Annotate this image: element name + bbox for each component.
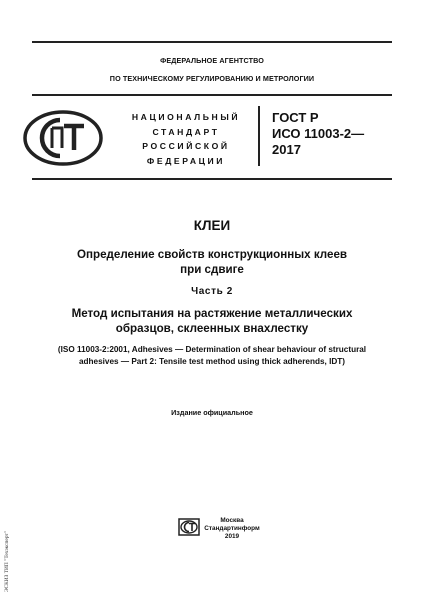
top-rule [32,41,392,43]
part-label: Часть 2 [191,286,233,297]
agency-line-2: ПО ТЕХНИЧЕСКОМУ РЕГУЛИРОВАНИЮ И МЕТРОЛОГИИ [109,74,315,83]
edition-label: Издание официальное [171,408,253,417]
method-title [0,306,424,336]
designation-line: ИСО 11003-2— [272,126,365,141]
method-line: образцов, склеенных внахлестку [115,322,309,335]
header-rule [32,94,392,96]
publisher-block [202,517,262,541]
side-note: ЭСКИЗ ТИП "Техэксперт" [4,531,10,592]
method-line: Метод испытания на растяжение металлических [71,307,353,320]
english-line: (ISO 11003-2:2001, Adhesives — Determination of shear behaviour of structural [57,345,367,354]
publisher-city: Москва [220,517,244,524]
gost-r-emblem-icon [22,108,104,168]
subtitle-line: Определение свойств конструкционных клеев [76,248,348,261]
standard-label [120,110,252,168]
document-subtitle [0,247,424,277]
subtitle-line: при сдвиге [180,263,244,276]
standartinform-logo-icon [178,518,200,536]
designation-line: ГОСТ Р [272,110,319,125]
publisher-year: 2019 [224,533,240,540]
english-line: adhesives — Part 2: Tensile test method using thick adherends, IDT) [78,356,345,366]
standard-label-line: ФЕДЕРАЦИИ [146,155,226,166]
standard-label-line: РОССИЙСКОЙ [142,141,230,151]
publisher-name: Стандартинформ [204,525,260,532]
agency-line-1: ФЕДЕРАЛЬНОЕ АГЕНТСТВО [160,56,264,65]
english-title [0,344,424,367]
document-title: КЛЕИ [193,218,231,233]
standard-label-line: НАЦИОНАЛЬНЫЙ [131,112,241,122]
designation-line: 2017 [272,142,301,157]
vertical-divider [258,106,260,166]
standard-label-line: СТАНДАРТ [152,126,220,137]
standard-designation [272,110,392,158]
title-rule [32,178,392,180]
